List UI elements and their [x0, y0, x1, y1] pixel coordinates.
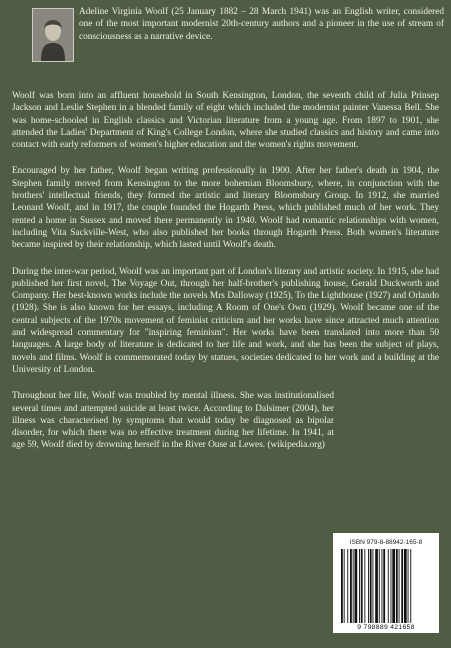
- intro-paragraph: Adeline Virginia Woolf (25 January 1882 – 28 March 1941) was an English writer, considered one of the most important modernist 20th-century authors and a pioneer in the use of stream of consciousness as a narrative device.: [79, 7, 444, 42]
- author-portrait: [32, 8, 74, 62]
- bio-paragraph-3: During the inter-war period, Woolf was an important part of London's literary and artistic society. In 1915, she had published her first novel, The Voyage Out, through her half-brother's publishing house, Gerald Duckworth and Company. Her best-known works include the novels Mrs Dalloway (1925), To the Lighthouse (1927) and Orlando (1928). She is also known for her essays, including A Room of One's Own (1929). Woolf became one of the central subjects of the 1970s movement of feminist criticism and her works have since attracted much attention and widespread commentary for "inspiring feminism". Her works have been translated into more than 50 languages. A large body of literature is dedicated to her life and work, and she has been the subject of plays, novels and films. Woolf is commemorated today by statues, societies dedicated to her work and a building at the University of London.: [12, 266, 439, 375]
- barcode-icon: [339, 549, 433, 623]
- isbn-label: ISBN 979-8-88942-165-8: [349, 539, 423, 546]
- bio-paragraph-1: Woolf was born into an affluent household in South Kensington, London, the seventh child of Julia Prinsep Jackson and Leslie Stephen in a blended family of eight which included the modernist painter Vanessa Bell. She was home-schooled in English classics and Victorian literature from a young age. From 1897 to 1901, she attended the Ladies' Department of King's College London, where she studied classics and history and came into contact with early reformers of women's higher education and the women's rights movement.: [12, 91, 439, 151]
- bio-paragraph-2: Encouraged by her father, Woolf began writing professionally in 1900. After her father's death in 1904, the Stephen family moved from Kensington to the more bohemian Bloomsbury, where, in conjunction with the brothers' intellectual friends, they formed the artistic and literary Bloomsbury Group. In 1912, she married Leonard Woolf, and in 1917, the couple founded the Hogarth Press, which published much of her work. They rented a home in Sussex and moved there permanently in 1940. Woolf had romantic relationships with women, including Vita Sackville-West, who also published her books through Hogarth Press. Both women's literature became inspired by their relationship, which lasted until Woolf's death.: [12, 166, 439, 251]
- barcode-box: [333, 533, 439, 633]
- intro-section: [12, 6, 444, 90]
- bio-paragraph-4: Throughout her life, Woolf was troubled by mental illness. She was institutionalised several times and attempted suicide at least twice. According to Dalsimer (2004), her illness was characterised by symptoms that would today be diagnosed as bipolar disorder, for which there was no effective treatment during her lifetime. In 1941, at age 59, Woolf died by drowning herself in the River Ouse at Lewes. (wikipedia.org): [12, 391, 334, 451]
- barcode-digits: 9 798889 421658: [357, 624, 415, 631]
